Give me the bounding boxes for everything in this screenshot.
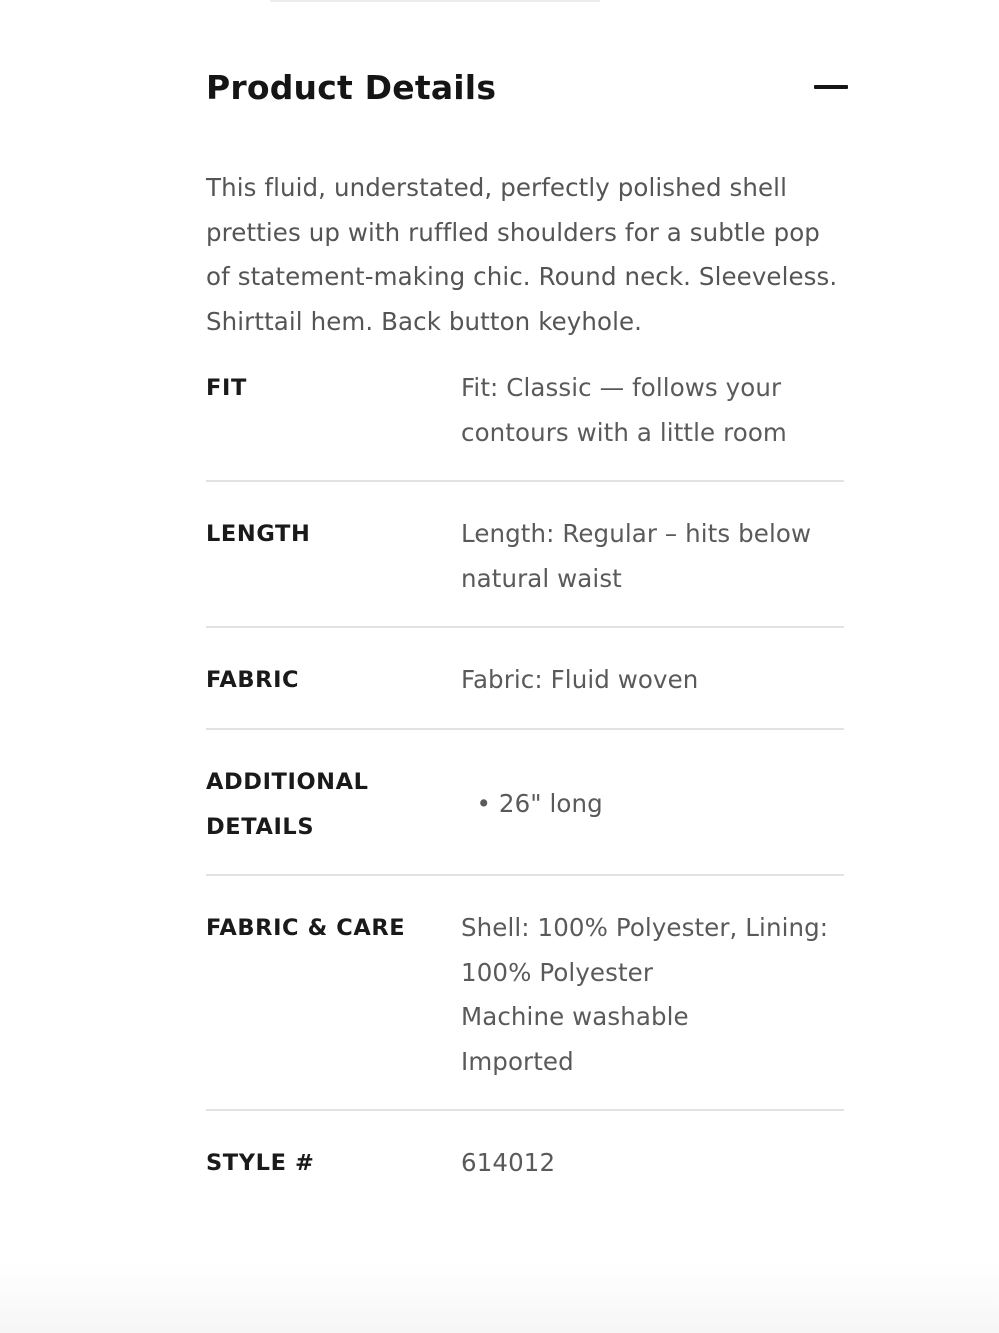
minus-icon	[814, 85, 848, 89]
detail-label: LENGTH	[206, 521, 311, 547]
detail-label: FIT	[206, 375, 247, 401]
detail-row-fit	[206, 366, 844, 482]
detail-row-additional	[206, 730, 844, 876]
details-table	[206, 366, 844, 1201]
detail-value	[461, 906, 844, 1084]
detail-label: FABRIC & CARE	[206, 915, 406, 941]
bottom-fade	[0, 1263, 999, 1333]
detail-value: Length: Regular – hits below natural waist	[461, 519, 812, 593]
section-title: Product Details	[206, 67, 497, 107]
detail-value: Fabric: Fluid woven	[461, 665, 699, 694]
detail-row-length	[206, 482, 844, 628]
collapse-button[interactable]	[810, 68, 848, 106]
care-line: Shell: 100% Polyester, Lining: 100% Polyester	[461, 913, 829, 987]
product-description: This fluid, understated, perfectly polished shell pretties up with ruffled shoulders for a subtle pop of statement-making chic. Round neck. Sleeveless. Shirttail hem. Back button keyhole.	[206, 173, 838, 336]
detail-value	[461, 760, 844, 827]
detail-label: STYLE #	[206, 1150, 315, 1176]
top-divider	[270, 0, 600, 2]
product-details-header[interactable]	[206, 52, 844, 122]
detail-label: ADDITIONAL DETAILS	[206, 769, 369, 840]
detail-label: FABRIC	[206, 667, 300, 693]
bullet-icon: •	[476, 789, 491, 818]
detail-row-fabric	[206, 628, 844, 730]
detail-value: Fit: Classic — follows your contours with a little room	[461, 373, 787, 447]
care-line: Machine washable	[461, 1002, 689, 1031]
detail-value: 614012	[461, 1148, 556, 1177]
detail-row-style	[206, 1111, 844, 1201]
detail-bullet-text: 26" long	[498, 789, 603, 818]
detail-row-fabric-care	[206, 876, 844, 1111]
product-details-panel	[206, 52, 844, 1201]
care-line: Imported	[461, 1046, 574, 1076]
